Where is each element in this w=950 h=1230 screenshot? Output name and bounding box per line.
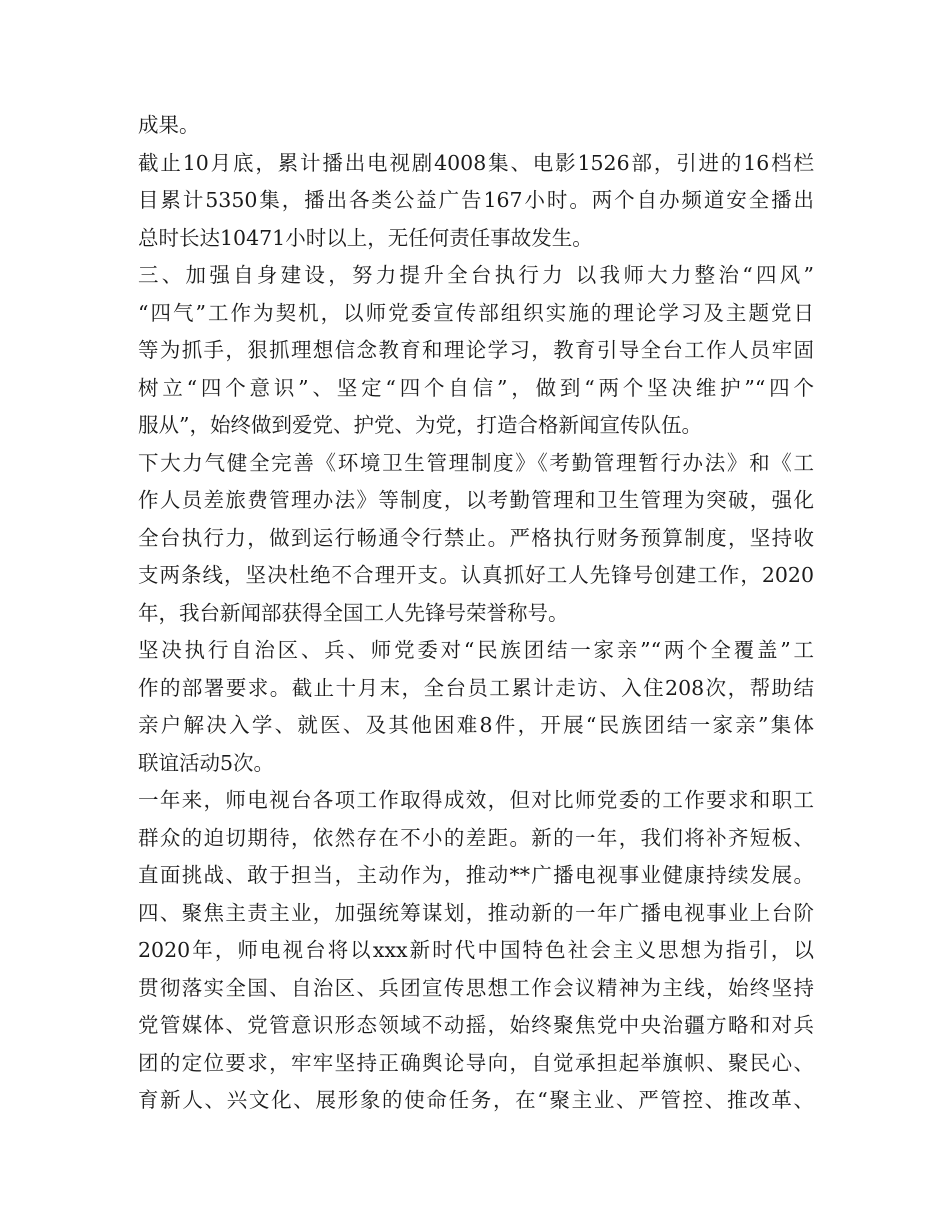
text-line: 全台执行力，做到运行畅通令行禁止。严格执行财务预算制度，坚持收 (138, 525, 814, 550)
text-line: 支两条线，坚决杜绝不合理开支。认真抓好工人先锋号创建工作，2020 (138, 563, 814, 587)
text-line: 三、加强自身建设，努力提升全台执行力 以我师大力整治“四风” (138, 263, 814, 287)
text-line: 团的定位要求，牢牢坚持正确舆论导向，自觉承担起举旗帜、聚民心、 (138, 1050, 814, 1075)
text-line: 2020年，师电视台将以xxx新时代中国特色社会主义思想为指引，以 (138, 938, 814, 962)
text-line: 下大力气健全完善《环境卫生管理制度》《考勤管理暂行办法》和《工 (138, 450, 814, 475)
text-line: 成果。 (138, 113, 200, 137)
text-line: 联谊活动5次。 (138, 750, 275, 775)
text-line: 坚决执行自治区、兵、师党委对“民族团结一家亲”“两个全覆盖”工 (138, 638, 814, 662)
text-line: 育新人、兴文化、展形象的使命任务，在“聚主业、严管控、推改革、 (138, 1088, 814, 1112)
text-line: 截止10月底，累计播出电视剧4008集、电影1526部，引进的16档栏 (138, 150, 814, 175)
text-line: 直面挑战、敢于担当，主动作为，推动**广播电视事业健康持续发展。 (138, 863, 814, 887)
text-line: 树立“四个意识”、坚定“四个自信”，做到“两个坚决维护”“四个 (138, 375, 814, 400)
document-body (138, 107, 814, 1120)
text-line: 亲户解决入学、就医、及其他困难8件，开展“民族团结一家亲”集体 (138, 713, 814, 737)
text-line: 一年来，师电视台各项工作取得成效，但对比师党委的工作要求和职工 (138, 788, 814, 812)
text-line: 年，我台新闻部获得全国工人先锋号荣誉称号。 (138, 600, 569, 625)
text-line: 贯彻落实全国、自治区、兵团宣传思想工作会议精神为主线，始终坚持 (138, 975, 814, 1000)
text-line: 总时长达10471小时以上，无任何责任事故发生。 (138, 225, 593, 250)
text-line: “四气”工作为契机，以师党委宣传部组织实施的理论学习及主题党日 (138, 300, 814, 325)
text-line: 服从”，始终做到爱党、护党、为党，打造合格新闻宣传队伍。 (138, 413, 702, 437)
text-line: 目累计5350集，播出各类公益广告167小时。两个自办频道安全播出 (138, 188, 814, 212)
text-line: 四、聚焦主责主业，加强统筹谋划，推动新的一年广播电视事业上台阶 (138, 900, 814, 925)
text-line: 作的部署要求。截止十月末，全台员工累计走访、入住208次，帮助结 (138, 675, 814, 700)
text-line: 等为抓手，狠抓理想信念教育和理论学习，教育引导全台工作人员牢固 (138, 338, 814, 362)
text-line: 党管媒体、党管意识形态领域不动摇，始终聚焦党中央治疆方略和对兵 (138, 1013, 814, 1037)
text-line: 作人员差旅费管理办法》等制度，以考勤管理和卫生管理为突破，强化 (138, 488, 814, 512)
text-line: 群众的迫切期待，依然存在不小的差距。新的一年，我们将补齐短板、 (138, 825, 814, 850)
